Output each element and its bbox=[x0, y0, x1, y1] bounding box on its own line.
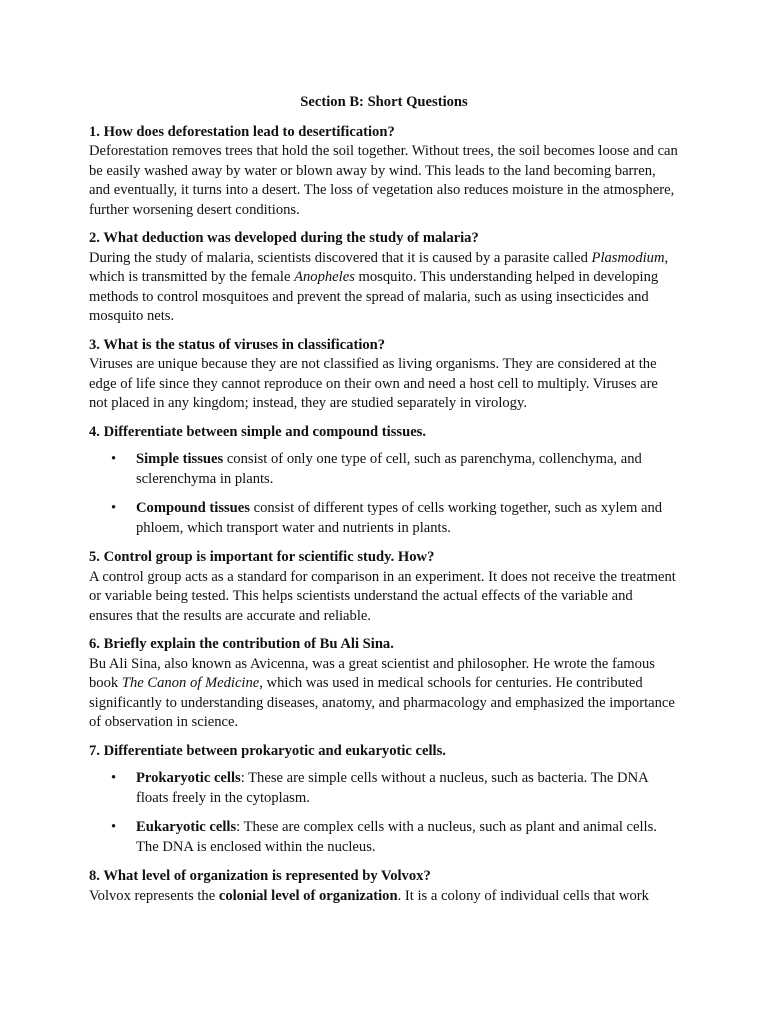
bold-term: Compound tissues bbox=[136, 500, 250, 516]
italic-term: The Canon of Medicine bbox=[121, 675, 260, 691]
question-7 bbox=[89, 742, 679, 858]
answer-text-part: Bu Ali Sina, also known as Avicenna, was a great scientist and philosopher. He wrote the famous book bbox=[89, 655, 655, 691]
question-6 bbox=[89, 635, 679, 733]
question-heading: 5. Control group is important for scientific study. How? bbox=[89, 549, 435, 565]
list-item-text: consist of only one type of cell, such as parenchyma, collenchyma, and sclerenchyma in plants. bbox=[136, 451, 642, 487]
list-item bbox=[89, 818, 679, 857]
question-8 bbox=[89, 867, 679, 906]
bold-term: colonial level of organization bbox=[218, 887, 398, 904]
list-item bbox=[89, 769, 679, 808]
italic-term: Anopheles bbox=[294, 269, 355, 285]
list-item bbox=[89, 499, 679, 538]
answer-text bbox=[89, 249, 679, 327]
section-title: Section B: Short Questions bbox=[300, 94, 468, 110]
answer-text-part: , which is transmitted by the female bbox=[89, 249, 669, 285]
question-heading: 2. What deduction was developed during the study of malaria? bbox=[89, 230, 479, 246]
question-2 bbox=[89, 229, 679, 327]
bold-term: Simple tissues bbox=[136, 451, 224, 467]
bullet-icon: • bbox=[111, 451, 117, 467]
question-heading: 6. Briefly explain the contribution of Bu Ali Sina. bbox=[89, 636, 394, 652]
list-item-text: : These are simple cells without a nucleus, such as bacteria. The DNA floats freely in the cytoplasm. bbox=[136, 770, 648, 806]
question-1 bbox=[89, 123, 679, 221]
answer-text-part: , which was used in medical schools for centuries. He contributed significantly to understanding diseases, anatomy, and pharmacology and emphasized the importance of observation in science. bbox=[89, 675, 675, 730]
answer-text-part: . It is a colony of individual cells that work bbox=[397, 887, 649, 904]
answer-text-part: Volvox represents the bbox=[89, 887, 219, 904]
bullet-icon: • bbox=[111, 819, 117, 835]
answer-text-part: mosquito. This understanding helped in developing methods to control mosquitoes and prevent the spread of malaria, such as using insecticides and mosquito nets. bbox=[89, 269, 659, 324]
answer-text bbox=[89, 887, 679, 907]
question-heading: 3. What is the status of viruses in classification? bbox=[89, 336, 386, 353]
document-content bbox=[89, 93, 679, 915]
bullet-icon: • bbox=[111, 500, 117, 516]
answer-text: A control group acts as a standard for comparison in an experiment. It does not receive the treatment or variable being tested. This helps scientists understand the actual effects of the variable and ensures that the results are accurate and reliable. bbox=[89, 568, 676, 624]
italic-term: Plasmodium bbox=[591, 249, 665, 266]
list-item bbox=[89, 450, 679, 489]
bold-term: Prokaryotic cells bbox=[136, 770, 241, 786]
question-5 bbox=[89, 548, 679, 626]
question-heading: 4. Differentiate between simple and compound tissues. bbox=[89, 423, 427, 440]
question-heading: 8. What level of organization is represented by Volvox? bbox=[89, 868, 431, 884]
bold-term: Eukaryotic cells bbox=[136, 819, 237, 835]
answer-text-part: During the study of malaria, scientists discovered that it is caused by a parasite called bbox=[89, 249, 592, 266]
bullet-list bbox=[89, 450, 679, 538]
bullet-list bbox=[89, 769, 679, 857]
answer-text: Deforestation removes trees that hold the soil together. Without trees, the soil becomes loose and can be easily washed away by water or blown away by wind. This leads to the land becoming barren, and eventually, it turns into a desert. The loss of vegetation also reduces moisture in the atmosphere, further worsening desert conditions. bbox=[89, 143, 678, 218]
list-item-text: consist of different types of cells working together, such as xylem and phloem, which transport water and nutrients in plants. bbox=[136, 500, 663, 536]
question-heading: 1. How does deforestation lead to desertification? bbox=[89, 123, 395, 140]
answer-text bbox=[89, 655, 679, 733]
question-3 bbox=[89, 336, 679, 414]
answer-text: Viruses are unique because they are not classified as living organisms. They are considered at the edge of life since they cannot reproduce on their own and need a host cell to multiply. Viruses are not placed in any kingdom; instead, they are studied separately in virology. bbox=[89, 356, 658, 411]
bullet-icon: • bbox=[111, 770, 117, 786]
list-item-text: : These are complex cells with a nucleus, such as plant and animal cells. The DNA is enclosed within the nucleus. bbox=[136, 819, 657, 855]
question-4 bbox=[89, 423, 679, 539]
question-heading: 7. Differentiate between prokaryotic and eukaryotic cells. bbox=[89, 742, 446, 759]
